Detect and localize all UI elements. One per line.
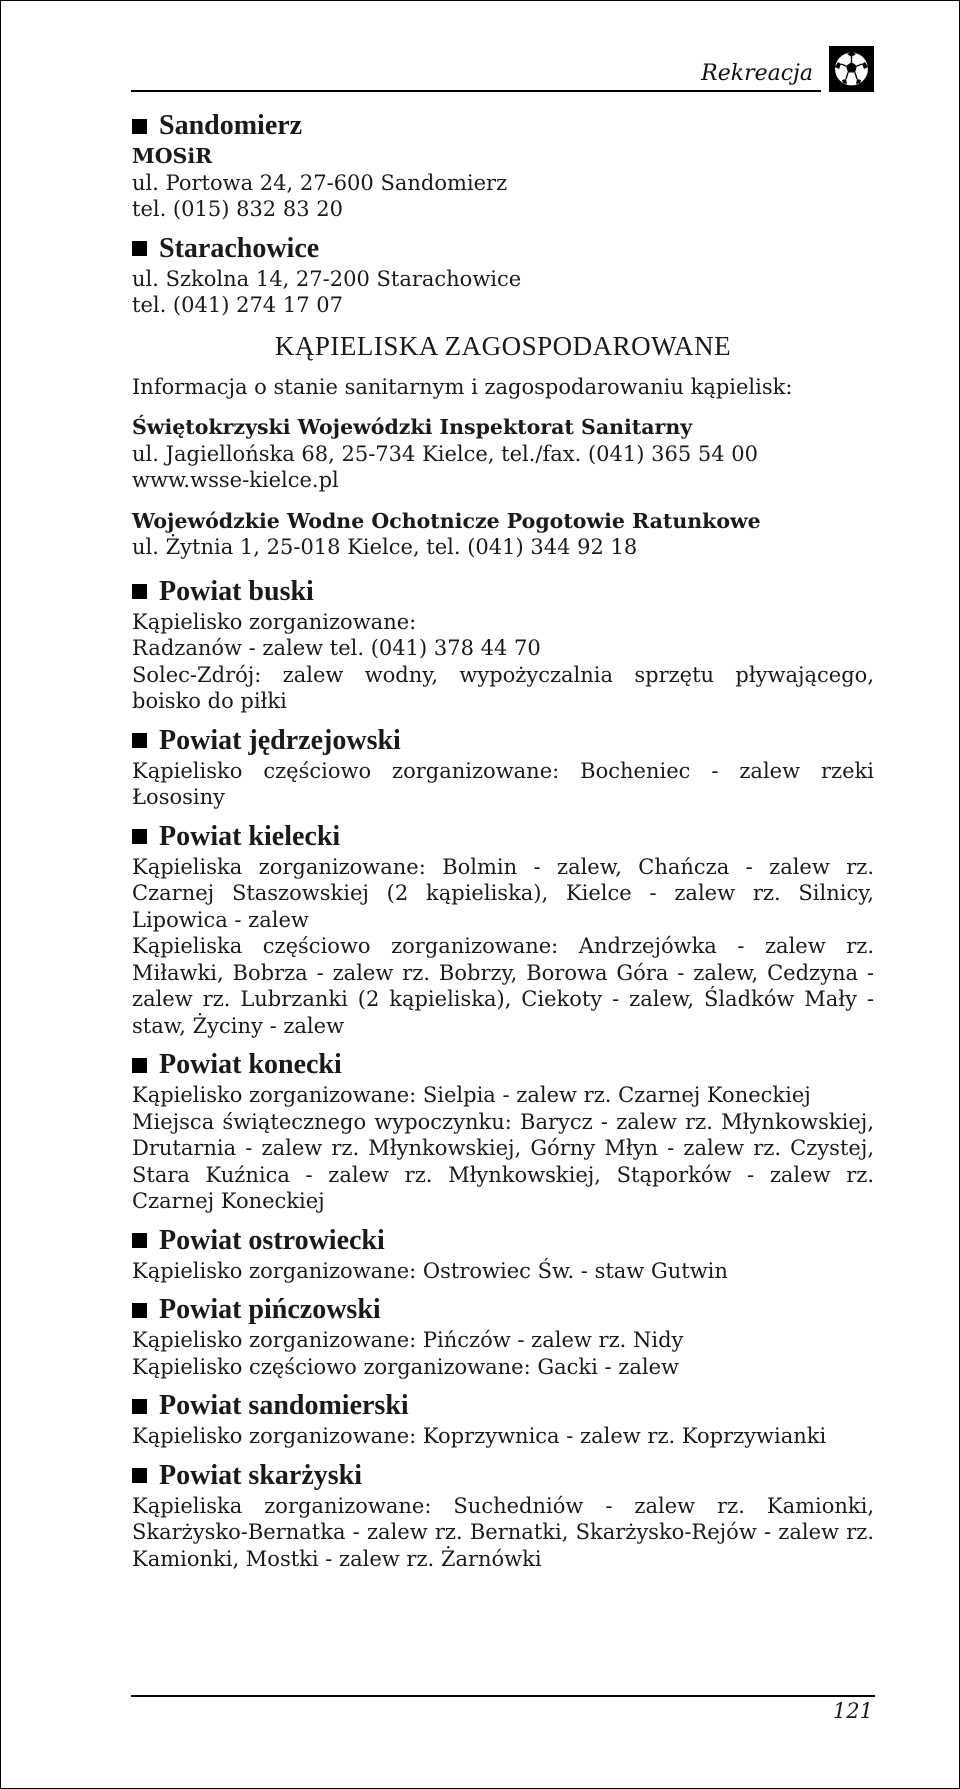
section-title xyxy=(132,1459,874,1493)
county-paragraph: Kąpieliska zorganizowane: Suchedniów - zalew rz. Kamionki, Skarżysko-Bernatka - zalew rz. Bernatki, Skarżysko-Rejów - zalew rz. Kamionki, Mostki - zalew rz. Żarnówki xyxy=(132,1493,874,1571)
spacer xyxy=(132,494,874,508)
county-paragraph: Kąpieliska zorganizowane: Bolmin - zalew, Chańcza - zalew rz. Czarnej Staszowskiej (2 kąpieliska), Kielce - zalew rz. Silnicy, Lipowica - zalew xyxy=(132,854,874,932)
section-title-text: Powiat ostrowiecki xyxy=(159,1224,385,1256)
phone-line: tel. (041) 274 17 07 xyxy=(132,293,343,317)
square-bullet-icon xyxy=(132,241,147,256)
county-paragraph: Kąpielisko zorganizowane: xyxy=(132,609,417,634)
section-title xyxy=(132,724,874,758)
institution-address: ul. Żytnia 1, 25-018 Kielce, tel. (041) 344 92 18 xyxy=(132,535,638,559)
institution-name: Wojewódzkie Wodne Ochotnicze Pogotowie Ratunkowe xyxy=(132,508,761,533)
section-starachowice xyxy=(132,232,874,319)
chapter-heading: KĄPIELISKA ZAGOSPODAROWANE xyxy=(274,330,732,361)
section-title-text: Starachowice xyxy=(159,232,320,264)
county-paragraph: Kąpielisko zorganizowane: Koprzywnica - zalew rz. Koprzywianki xyxy=(132,1424,827,1448)
phone-line: tel. (015) 832 83 20 xyxy=(132,197,343,221)
section-title-text: Powiat jędrzejowski xyxy=(159,724,401,756)
section-title-text: Powiat buski xyxy=(159,575,314,607)
section-title xyxy=(132,1224,874,1258)
square-bullet-icon xyxy=(132,829,147,844)
section-title-text: Powiat sandomierski xyxy=(159,1390,409,1421)
section-title-text: Powiat konecki xyxy=(159,1049,342,1080)
county-paragraph: Solec-Zdrój: zalew wodny, wypożyczalnia sprzętu pływającego, boisko do piłki xyxy=(132,662,874,713)
running-head: Rekreacja xyxy=(701,61,813,86)
county-section xyxy=(132,724,874,811)
square-bullet-icon xyxy=(132,584,147,599)
county-section xyxy=(132,1293,874,1380)
section-title xyxy=(132,1048,874,1082)
square-bullet-icon xyxy=(132,1468,147,1483)
institution-website: www.wsse-kielce.pl xyxy=(132,468,339,492)
section-title-text: Powiat kielecki xyxy=(159,820,341,852)
county-section xyxy=(132,1389,874,1450)
square-bullet-icon xyxy=(132,1233,147,1248)
county-paragraph: Radzanów - zalew tel. (041) 378 44 70 xyxy=(132,636,541,660)
institution-address: ul. Jagiellońska 68, 25-734 Kielce, tel./fax. (041) 365 54 00 xyxy=(132,441,758,466)
institution-wopr xyxy=(132,508,874,561)
square-bullet-icon xyxy=(132,1058,147,1073)
square-bullet-icon xyxy=(132,1303,147,1318)
section-title-text: Powiat pińczowski xyxy=(159,1294,381,1325)
soccer-ball-icon xyxy=(829,46,874,92)
square-bullet-icon xyxy=(132,1399,147,1414)
institution-name: Świętokrzyski Wojewódzki Inspektorat Sanitarny xyxy=(132,415,693,439)
section-title xyxy=(132,820,874,854)
address-line: ul. Szkolna 14, 27-200 Starachowice xyxy=(132,266,522,291)
page-content xyxy=(132,109,874,1581)
county-list xyxy=(132,575,874,1573)
county-paragraph: Kąpielisko częściowo zorganizowane: Bocheniec - zalew rzeki Łososiny xyxy=(132,758,874,809)
county-section xyxy=(132,1048,874,1215)
county-paragraph: Kąpielisko zorganizowane: Sielpia - zalew rz. Czarnej Koneckiej xyxy=(132,1083,811,1107)
footer-rule xyxy=(131,1695,875,1697)
section-title xyxy=(132,232,874,266)
section-title-text: Sandomierz xyxy=(159,110,303,141)
county-paragraph: Miejsca świątecznego wypoczynku: Barycz - zalew rz. Młynkowskiej, Drutarnia - zalew rz. Młynkowskiej, Górny Młyn - zalew rz. Czystej, Stara Kuźnica - zalew rz. Młynkowskiej, Stąporków - zalew rz. Czarnej Koneckiej xyxy=(132,1109,874,1213)
section-title xyxy=(132,1293,874,1327)
soccer-ball-icon-graphic xyxy=(833,50,870,88)
section-title-text: Powiat skarżyski xyxy=(159,1459,362,1491)
spacer xyxy=(132,400,874,414)
county-section xyxy=(132,820,874,1040)
section-title xyxy=(132,1389,874,1423)
county-section xyxy=(132,1224,874,1285)
page-number: 121 xyxy=(832,1699,873,1723)
county-section xyxy=(132,575,874,715)
county-paragraph: Kąpielisko zorganizowane: Ostrowiec Św. - staw Gutwin xyxy=(132,1258,728,1283)
county-paragraph: Kąpielisko częściowo zorganizowane: Gacki - zalew xyxy=(132,1354,679,1379)
header-rule xyxy=(131,90,821,92)
intro-text: Informacja o stanie sanitarnym i zagospodarowaniu kąpielisk: xyxy=(132,374,793,399)
section-title xyxy=(132,575,874,609)
address-line: ul. Portowa 24, 27-600 Sandomierz xyxy=(132,170,508,195)
organization-name: MOSiR xyxy=(132,144,213,168)
county-paragraph: Kąpielisko zorganizowane: Pińczów - zalew rz. Nidy xyxy=(132,1328,684,1352)
county-paragraph: Kąpieliska częściowo zorganizowane: Andrzejówka - zalew rz. Miławki, Bobrza - zalew rz. Bobrzy, Borowa Góra - zalew, Cedzyna - zalew rz. Lubrzanki (2 kąpieliska), Ciekoty - zalew, Śladków Mały - staw, Życiny - zalew xyxy=(132,934,874,1038)
section-sandomierz xyxy=(132,109,874,223)
county-section xyxy=(132,1459,874,1573)
institution-sanepid xyxy=(132,414,874,494)
square-bullet-icon xyxy=(132,733,147,748)
section-title xyxy=(132,109,874,143)
square-bullet-icon xyxy=(132,119,147,134)
spacer xyxy=(132,561,874,575)
